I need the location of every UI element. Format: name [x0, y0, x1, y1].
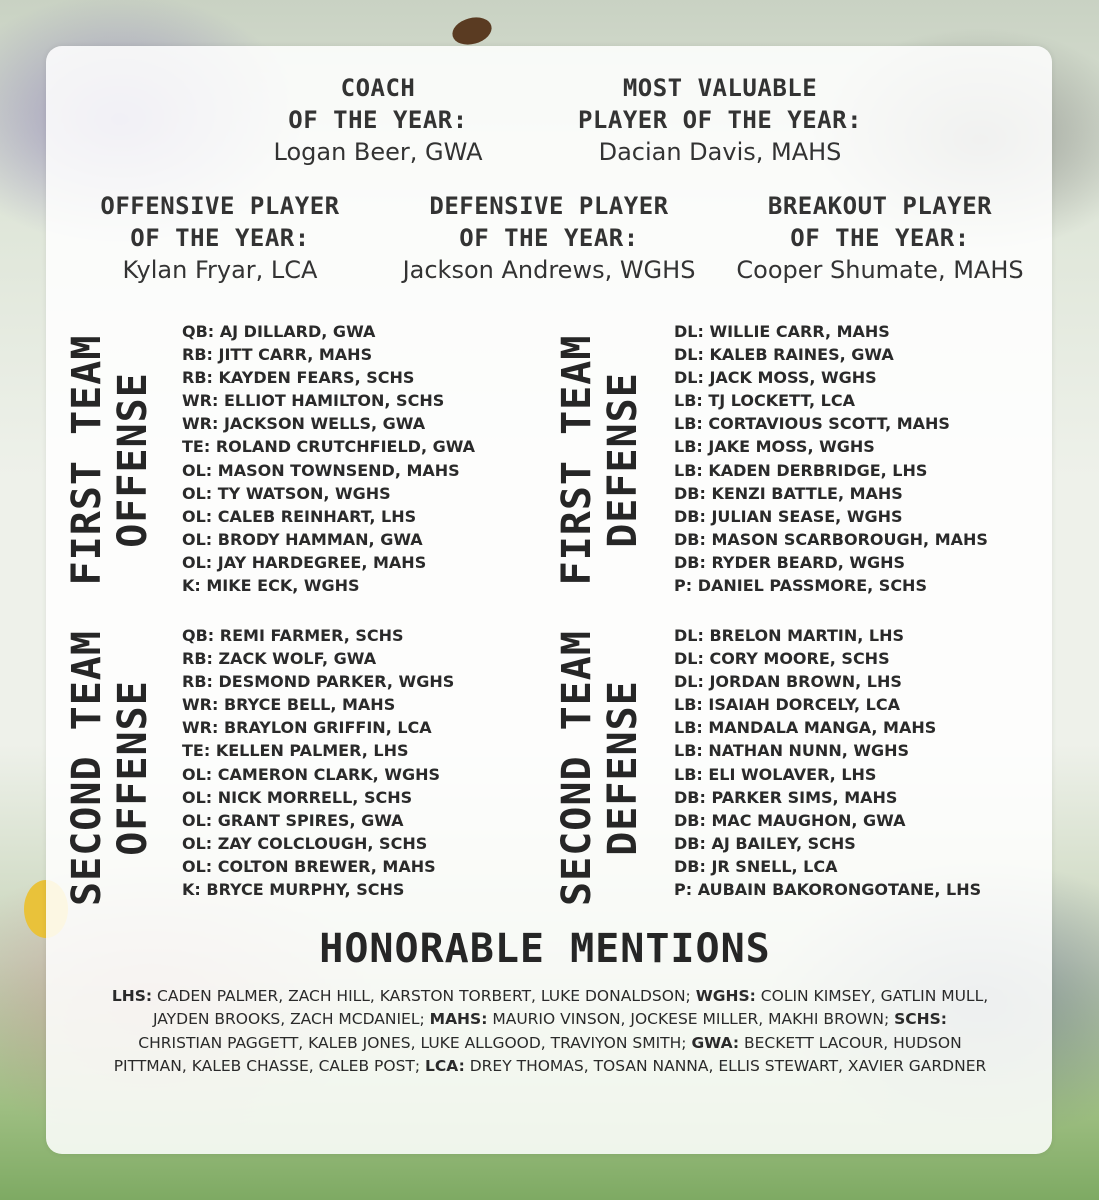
list-item: WR: BRYCE BELL, MAHS	[182, 695, 396, 715]
honorable-names: COLIN KIMSEY, GATLIN MULL, JAYDEN BROOKS, ZACH MCDANIEL;	[152, 987, 989, 1029]
list-item: DB: MASON SCARBOROUGH, MAHS	[674, 529, 988, 549]
label-line: SECOND TEAM	[64, 630, 110, 906]
list-item: OL: NICK MORRELL, SCHS	[182, 787, 413, 807]
second-team-defense-list	[674, 624, 981, 901]
award-title: OFFENSIVE PLAYER	[100, 192, 340, 220]
list-item: DL: CORY MOORE, SCHS	[674, 649, 890, 669]
award-title: BREAKOUT PLAYER	[767, 192, 993, 220]
award-winner: Dacian Davis, MAHS	[598, 138, 842, 166]
list-item: OL: MASON TOWNSEND, MAHS	[182, 460, 460, 480]
first-team-offense-list	[182, 320, 475, 597]
honorable-names: BECKETT LACOUR, HUDSON PITTMAN, KALEB CHASSE, CALEB POST;	[113, 1033, 962, 1076]
list-item: LB: ELI WOLAVER, LHS	[674, 764, 877, 784]
school-label: LCA:	[425, 1057, 465, 1076]
list-item: WR: JACKSON WELLS, GWA	[182, 414, 426, 434]
breakout-player-of-the-year	[736, 190, 1023, 286]
award-winner: Cooper Shumate, MAHS	[736, 256, 1024, 284]
list-item: OL: GRANT SPIRES, GWA	[182, 810, 404, 830]
list-item: OL: JAY HARDEGREE, MAHS	[182, 552, 427, 572]
list-item: RB: JITT CARR, MAHS	[182, 345, 373, 365]
list-item: TE: KELLEN PALMER, LHS	[182, 741, 409, 761]
label-line: OFFENSE	[110, 680, 156, 856]
list-item: OL: CALEB REINHART, LHS	[182, 506, 417, 526]
first-team-defense-label	[554, 335, 646, 586]
award-title: OF THE YEAR:	[130, 224, 310, 252]
list-item: OL: BRODY HAMMAN, GWA	[182, 529, 423, 549]
label-line: DEFENSE	[600, 680, 646, 856]
first-team-defense-list	[674, 320, 988, 597]
second-team-defense-label	[554, 630, 646, 906]
list-item: DB: AJ BAILEY, SCHS	[674, 833, 856, 853]
award-winner: Jackson Andrews, WGHS	[402, 256, 696, 284]
list-item: OL: TY WATSON, WGHS	[182, 483, 391, 503]
label-line: FIRST TEAM	[554, 334, 600, 586]
list-item: DB: RYDER BEARD, WGHS	[674, 552, 906, 572]
label-line: OFFENSE	[110, 372, 156, 548]
list-item: LB: TJ LOCKETT, LCA	[674, 391, 855, 411]
school-label: MAHS:	[429, 1010, 488, 1029]
list-item: DB: JR SNELL, LCA	[674, 856, 838, 876]
list-item: K: MIKE ECK, WGHS	[182, 576, 360, 596]
list-item: RB: DESMOND PARKER, WGHS	[182, 672, 455, 692]
list-item: OL: ZAY COLCLOUGH, SCHS	[182, 833, 428, 853]
list-item: OL: CAMERON CLARK, WGHS	[182, 764, 441, 784]
award-title: OF THE YEAR:	[459, 224, 639, 252]
coach-of-the-year	[274, 72, 483, 168]
award-title: DEFENSIVE PLAYER	[429, 192, 669, 220]
list-item: LB: MANDALA MANGA, MAHS	[674, 718, 937, 738]
award-winner: Kylan Fryar, LCA	[122, 256, 318, 284]
honorable-names: MAURIO VINSON, JOCKESE MILLER, MAKHI BROWN;	[492, 1010, 890, 1029]
label-line: SECOND TEAM	[554, 630, 600, 906]
list-item: LB: NATHAN NUNN, WGHS	[674, 741, 910, 761]
list-item: DB: MAC MAUGHON, GWA	[674, 810, 906, 830]
list-item: DL: WILLIE CARR, MAHS	[674, 322, 890, 341]
school-label: GWA:	[691, 1033, 740, 1052]
honorable-mentions-text	[110, 985, 990, 1079]
list-item: QB: REMI FARMER, SCHS	[182, 626, 404, 645]
list-item: DL: BRELON MARTIN, LHS	[674, 626, 904, 645]
list-item: DB: JULIAN SEASE, WGHS	[674, 506, 903, 526]
award-title: OF THE YEAR:	[790, 224, 970, 252]
honorable-names: CHRISTIAN PAGGETT, KALEB JONES, LUKE ALLGOOD, TRAVIYON SMITH;	[138, 1033, 687, 1052]
offensive-player-of-the-year	[100, 190, 339, 286]
second-team-offense-list	[182, 624, 454, 901]
school-label: SCHS:	[894, 1010, 947, 1029]
honorable-names: CADEN PALMER, ZACH HILL, KARSTON TORBERT, LUKE DONALDSON;	[157, 987, 691, 1005]
label-line: FIRST TEAM	[64, 334, 110, 586]
list-item: QB: AJ DILLARD, GWA	[182, 322, 376, 341]
list-item: RB: KAYDEN FEARS, SCHS	[182, 368, 415, 388]
list-item: LB: CORTAVIOUS SCOTT, MAHS	[674, 414, 950, 434]
list-item: OL: COLTON BREWER, MAHS	[182, 856, 436, 876]
list-item: DB: PARKER SIMS, MAHS	[674, 787, 898, 807]
list-item: K: BRYCE MURPHY, SCHS	[182, 880, 405, 900]
list-item: DB: KENZI BATTLE, MAHS	[674, 483, 903, 503]
list-item: P: DANIEL PASSMORE, SCHS	[674, 576, 927, 596]
list-item: DL: JACK MOSS, WGHS	[674, 368, 877, 388]
list-item: TE: ROLAND CRUTCHFIELD, GWA	[182, 437, 476, 457]
list-item: LB: ISAIAH DORCELY, LCA	[674, 695, 900, 715]
football-graphic	[449, 13, 494, 48]
mvp-of-the-year	[578, 72, 862, 168]
list-item: WR: ELLIOT HAMILTON, SCHS	[182, 391, 445, 411]
defensive-player-of-the-year	[403, 190, 696, 286]
list-item: RB: ZACK WOLF, GWA	[182, 649, 377, 669]
label-line: DEFENSE	[600, 372, 646, 548]
award-winner: Logan Beer, GWA	[273, 138, 483, 166]
honorable-names: DREY THOMAS, TOSAN NANNA, ELLIS STEWART, XAVIER GARDNER	[469, 1057, 987, 1076]
second-team-offense-label	[64, 630, 156, 906]
list-item: DL: JORDAN BROWN, LHS	[674, 672, 902, 692]
school-label: LHS:	[111, 987, 153, 1005]
award-title: MOST VALUABLE	[622, 74, 818, 102]
list-item: P: AUBAIN BAKORONGOTANE, LHS	[674, 880, 982, 900]
list-item: DL: KALEB RAINES, GWA	[674, 345, 894, 365]
honorable-mentions-title: HONORABLE MENTIONS	[319, 926, 771, 972]
list-item: LB: JAKE MOSS, WGHS	[674, 437, 875, 457]
school-label: WGHS:	[695, 987, 756, 1005]
award-title: OF THE YEAR:	[288, 106, 468, 134]
list-item: WR: BRAYLON GRIFFIN, LCA	[182, 718, 432, 738]
award-title: PLAYER OF THE YEAR:	[577, 106, 863, 134]
award-title: COACH	[340, 74, 416, 102]
first-team-offense-label	[64, 335, 156, 586]
list-item: LB: KADEN DERBRIDGE, LHS	[674, 460, 928, 480]
